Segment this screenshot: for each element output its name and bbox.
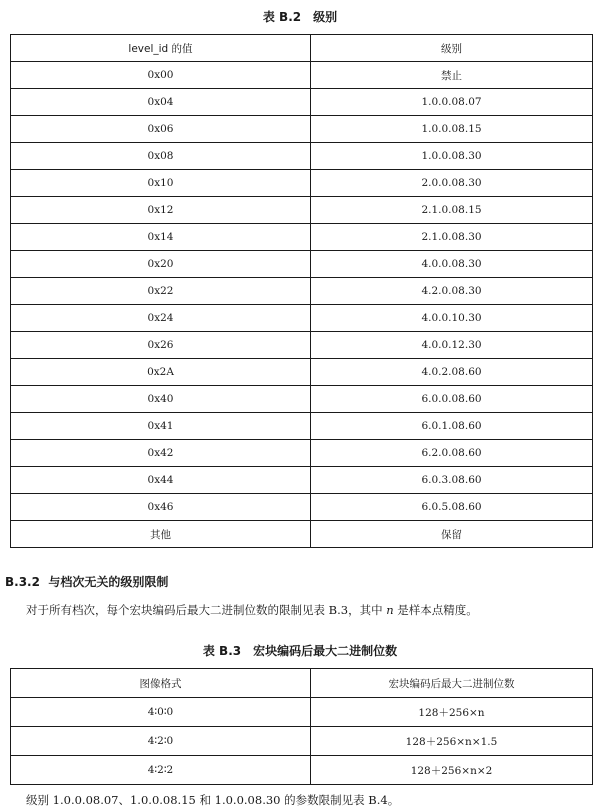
table-b3-caption: 表 B.3 宏块编码后最大二进制位数 xyxy=(202,644,398,658)
table-b2 xyxy=(10,34,593,548)
section-number: B.3.2 xyxy=(5,575,40,589)
level-id-cell: 0x44 xyxy=(11,467,311,494)
level-id-cell: 其他 xyxy=(11,521,311,548)
level-id-cell: 0x14 xyxy=(11,224,311,251)
table-row xyxy=(11,224,593,251)
level-id-cell: 0x2A xyxy=(11,359,311,386)
table-row xyxy=(11,116,593,143)
table-row xyxy=(11,521,593,548)
table-b2-caption: 表 B.2 级别 xyxy=(262,10,338,24)
level-id-cell: 0x00 xyxy=(11,62,311,89)
table-b3-header-row xyxy=(11,669,593,698)
level-id-cell: 0x12 xyxy=(11,197,311,224)
level-id-cell: 0x40 xyxy=(11,386,311,413)
table-row xyxy=(11,251,593,278)
level-cell: 1.0.0.08.30 xyxy=(311,143,593,170)
table-b3-header-format: 图像格式 xyxy=(11,669,311,698)
table-row xyxy=(11,386,593,413)
level-cell: 4.2.0.08.30 xyxy=(311,278,593,305)
level-id-cell: 0x46 xyxy=(11,494,311,521)
max-bits-cell: 128＋256×n×2 xyxy=(311,756,593,785)
image-format-cell: 4∶2∶0 xyxy=(11,727,311,756)
table-row xyxy=(11,278,593,305)
image-format-cell: 4∶0∶0 xyxy=(11,698,311,727)
level-id-cell: 0x08 xyxy=(11,143,311,170)
level-id-cell: 0x20 xyxy=(11,251,311,278)
level-cell: 4.0.0.08.30 xyxy=(311,251,593,278)
table-row xyxy=(11,332,593,359)
table-b2-header-level: 级别 xyxy=(311,35,593,62)
table-row xyxy=(11,698,593,727)
table-b2-header-level-id: level_id 的值 xyxy=(11,35,311,62)
table-row xyxy=(11,170,593,197)
table-b3-header-max-bits: 宏块编码后最大二进制位数 xyxy=(311,669,593,698)
paragraph-text-after: 是样本点精度。 xyxy=(393,603,478,617)
section-heading xyxy=(5,573,168,590)
level-cell: 6.0.3.08.60 xyxy=(311,467,593,494)
table-row xyxy=(11,727,593,756)
table-row xyxy=(11,413,593,440)
table-row xyxy=(11,494,593,521)
level-cell: 2.1.0.08.30 xyxy=(311,224,593,251)
level-id-cell: 0x41 xyxy=(11,413,311,440)
level-id-cell: 0x22 xyxy=(11,278,311,305)
level-cell: 保留 xyxy=(311,521,593,548)
body-paragraph xyxy=(26,602,478,618)
table-row xyxy=(11,143,593,170)
paragraph-variable: n xyxy=(386,603,394,617)
level-cell: 6.0.5.08.60 xyxy=(311,494,593,521)
level-cell: 6.0.1.08.60 xyxy=(311,413,593,440)
level-id-cell: 0x24 xyxy=(11,305,311,332)
level-cell: 4.0.0.12.30 xyxy=(311,332,593,359)
level-id-cell: 0x06 xyxy=(11,116,311,143)
level-cell: 2.0.0.08.30 xyxy=(311,170,593,197)
level-id-cell: 0x04 xyxy=(11,89,311,116)
level-cell: 6.2.0.08.60 xyxy=(311,440,593,467)
image-format-cell: 4∶2∶2 xyxy=(11,756,311,785)
level-cell: 1.0.0.08.15 xyxy=(311,116,593,143)
max-bits-cell: 128＋256×n×1.5 xyxy=(311,727,593,756)
table-b2-header-row xyxy=(11,35,593,62)
max-bits-cell: 128＋256×n xyxy=(311,698,593,727)
table-row xyxy=(11,359,593,386)
level-cell: 1.0.0.08.07 xyxy=(311,89,593,116)
level-id-cell: 0x42 xyxy=(11,440,311,467)
table-row xyxy=(11,89,593,116)
table-row xyxy=(11,197,593,224)
table-row xyxy=(11,440,593,467)
paragraph-text-before: 对于所有档次，每个宏块编码后最大二进制位数的限制见表 B.3，其中 xyxy=(26,603,387,617)
level-cell: 2.1.0.08.15 xyxy=(311,197,593,224)
level-cell: 6.0.0.08.60 xyxy=(311,386,593,413)
level-cell: 禁止 xyxy=(311,62,593,89)
level-cell: 4.0.0.10.30 xyxy=(311,305,593,332)
table-row xyxy=(11,62,593,89)
closing-paragraph: 级别 1.0.0.08.07、1.0.0.08.15 和 1.0.0.08.30 的参数限制见表 B.4。 xyxy=(26,793,400,807)
table-row xyxy=(11,467,593,494)
level-cell: 4.0.2.08.60 xyxy=(311,359,593,386)
level-id-cell: 0x26 xyxy=(11,332,311,359)
table-row xyxy=(11,305,593,332)
section-title: 与档次无关的级别限制 xyxy=(48,575,169,589)
level-id-cell: 0x10 xyxy=(11,170,311,197)
table-b3 xyxy=(10,668,593,785)
table-row xyxy=(11,756,593,785)
